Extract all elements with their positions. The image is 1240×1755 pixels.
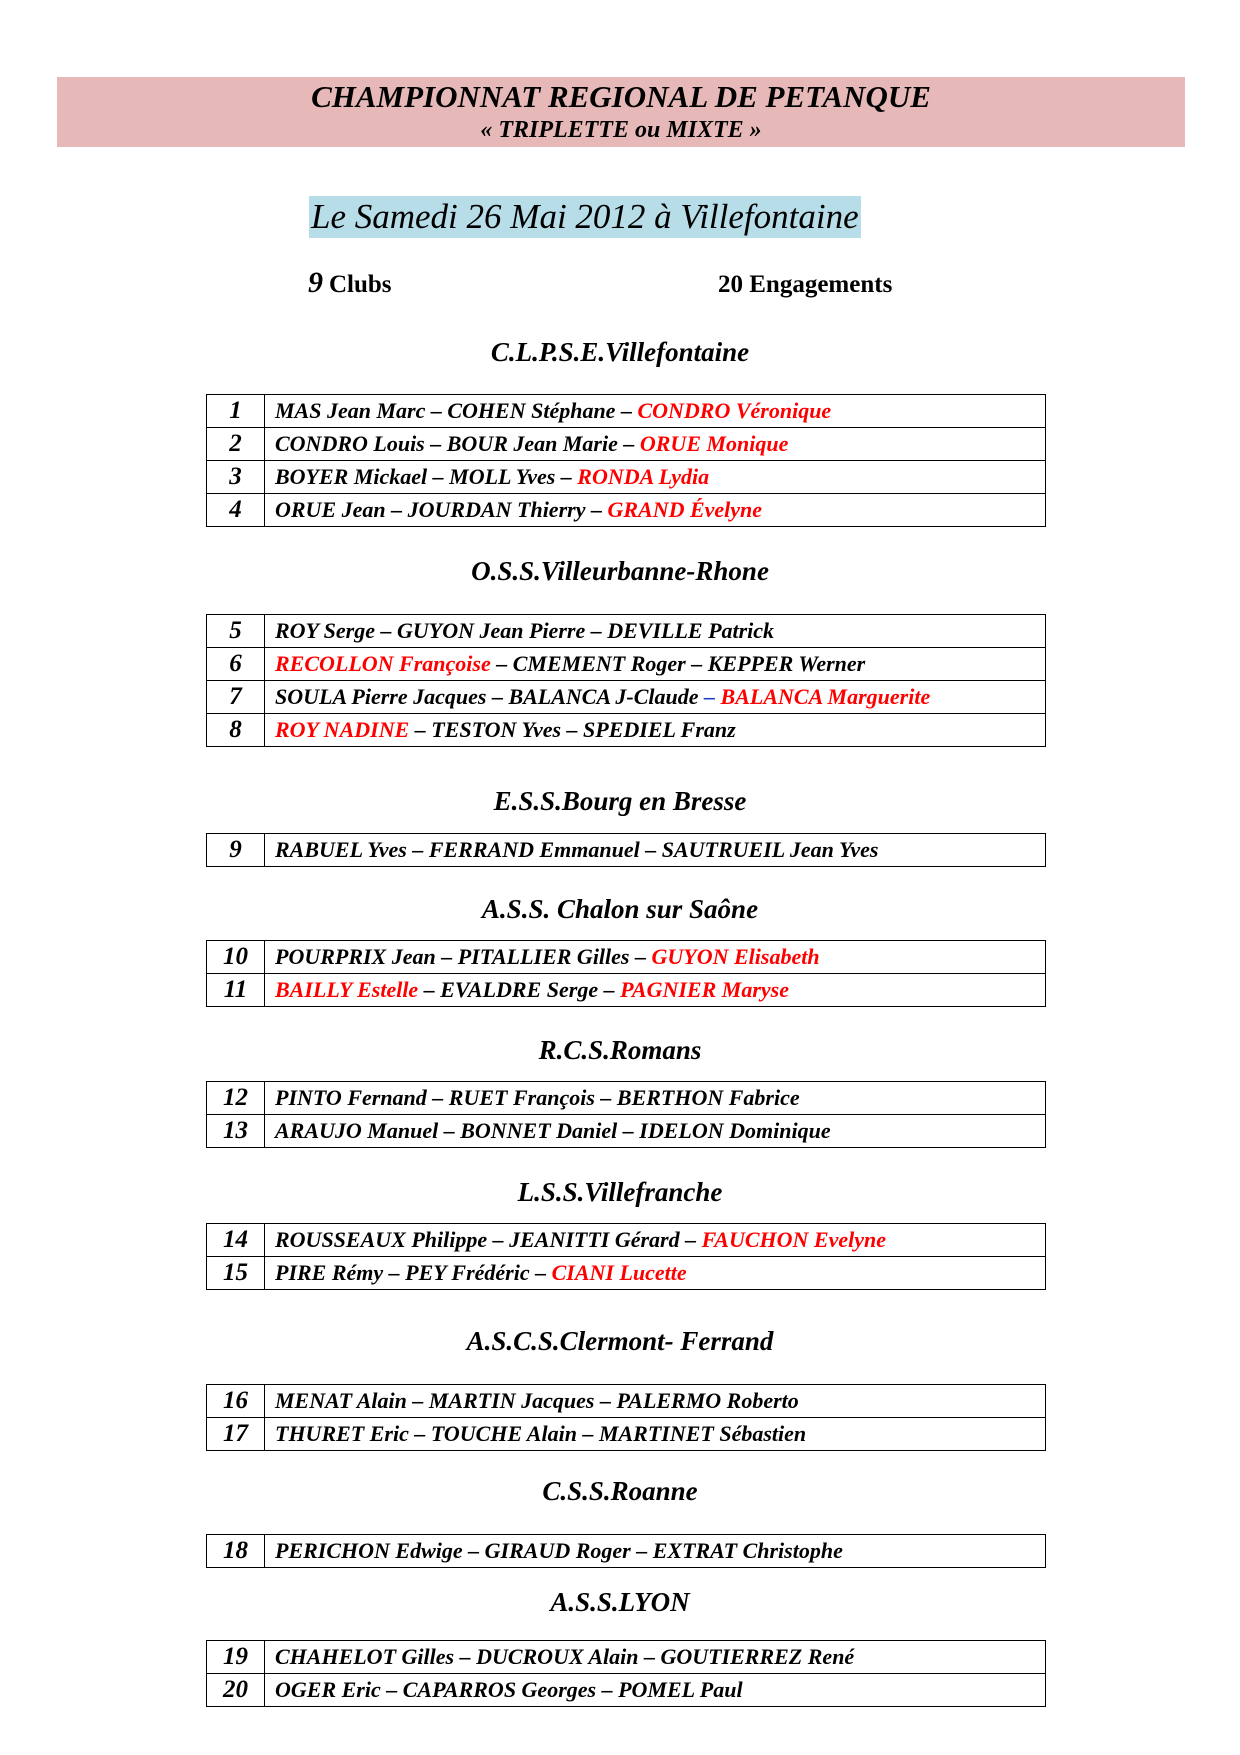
team-number: 7 xyxy=(207,681,265,714)
team-number: 19 xyxy=(207,1641,265,1674)
team-players xyxy=(265,1641,1046,1674)
player-name: ROY Serge xyxy=(275,618,376,643)
player-name: GUYON Elisabeth xyxy=(651,944,820,969)
team-row xyxy=(207,615,1046,648)
player-name: PIRE Rémy xyxy=(275,1260,384,1285)
team-players xyxy=(265,681,1046,714)
separator: – xyxy=(383,1260,406,1285)
separator: – xyxy=(462,1538,485,1563)
team-table xyxy=(206,940,1046,1007)
separator: – xyxy=(438,1118,461,1143)
player-name: FERRAND Emmanuel xyxy=(428,837,640,862)
separator: – xyxy=(555,464,578,489)
player-name: BONNET Daniel xyxy=(460,1118,618,1143)
team-row xyxy=(207,648,1046,681)
document-subtitle: « TRIPLETTE ou MIXTE » xyxy=(480,117,762,143)
separator: – xyxy=(679,1227,702,1252)
team-players xyxy=(265,461,1046,494)
club-title: C.L.P.S.E.Villefontaine xyxy=(490,337,750,367)
team-number: 6 xyxy=(207,648,265,681)
team-row xyxy=(207,1224,1046,1257)
separator: – xyxy=(486,684,509,709)
clubs-count-number: 9 xyxy=(308,266,323,299)
player-name: ORUE Monique xyxy=(639,431,789,456)
team-table xyxy=(206,1223,1046,1290)
player-name: JEANITTI Gérard xyxy=(509,1227,680,1252)
player-name: SAUTRUEIL Jean Yves xyxy=(661,837,879,862)
team-table xyxy=(206,614,1046,747)
separator: – xyxy=(425,398,448,423)
separator: – xyxy=(561,717,584,742)
team-row xyxy=(207,834,1046,867)
team-row xyxy=(207,1535,1046,1568)
team-row xyxy=(207,428,1046,461)
player-name: MARTIN Jacques xyxy=(428,1388,595,1413)
team-row xyxy=(207,714,1046,747)
player-name: BOYER Mickael xyxy=(275,464,428,489)
player-name: PINTO Fernand xyxy=(275,1085,427,1110)
player-name: BALANCA J-Claude xyxy=(508,684,699,709)
team-table xyxy=(206,1640,1046,1707)
team-players xyxy=(265,1674,1046,1707)
player-name: EVALDRE Serge xyxy=(440,977,599,1002)
team-number: 16 xyxy=(207,1385,265,1418)
team-number: 8 xyxy=(207,714,265,747)
team-players xyxy=(265,648,1046,681)
clubs-count xyxy=(308,268,392,300)
team-row xyxy=(207,1257,1046,1290)
team-players xyxy=(265,615,1046,648)
team-number: 17 xyxy=(207,1418,265,1451)
team-number: 3 xyxy=(207,461,265,494)
player-name: PAGNIER Maryse xyxy=(620,977,789,1002)
player-name: KEPPER Werner xyxy=(707,651,866,676)
player-name: GIRAUD Roger xyxy=(484,1538,631,1563)
separator: – xyxy=(487,1227,510,1252)
separator: – xyxy=(375,618,398,643)
team-row xyxy=(207,395,1046,428)
team-row xyxy=(207,494,1046,527)
team-number: 4 xyxy=(207,494,265,527)
club-title: L.S.S.Villefranche xyxy=(517,1177,723,1207)
separator: – xyxy=(585,497,608,522)
separator: – xyxy=(380,1677,403,1702)
player-name: JOURDAN Thierry xyxy=(407,497,586,522)
team-row xyxy=(207,974,1046,1007)
separator: – xyxy=(385,497,408,522)
team-row xyxy=(207,1385,1046,1418)
team-players xyxy=(265,1082,1046,1115)
separator: – xyxy=(454,1644,477,1669)
player-name: RONDA Lydia xyxy=(577,464,710,489)
club-title: R.C.S.Romans xyxy=(538,1035,702,1065)
player-name: PEY Frédéric xyxy=(405,1260,530,1285)
team-row xyxy=(207,1115,1046,1148)
player-name: TESTON Yves xyxy=(431,717,562,742)
team-row xyxy=(207,461,1046,494)
player-name: MAS Jean Marc xyxy=(275,398,426,423)
clubs-count-label: Clubs xyxy=(329,271,392,298)
player-name: BERTHON Fabrice xyxy=(616,1085,800,1110)
team-number: 11 xyxy=(207,974,265,1007)
team-players xyxy=(265,941,1046,974)
team-number: 14 xyxy=(207,1224,265,1257)
player-name: PERICHON Edwige xyxy=(275,1538,463,1563)
team-players xyxy=(265,974,1046,1007)
team-players xyxy=(265,494,1046,527)
team-row xyxy=(207,1418,1046,1451)
team-players xyxy=(265,1418,1046,1451)
club-title: A.S.S. Chalon sur Saône xyxy=(481,894,759,924)
player-name: OGER Eric xyxy=(275,1677,381,1702)
player-name: CONDRO Véronique xyxy=(637,398,832,423)
team-players xyxy=(265,834,1046,867)
team-players xyxy=(265,395,1046,428)
separator: – xyxy=(406,837,429,862)
team-number: 9 xyxy=(207,834,265,867)
player-name: BOUR Jean Marie xyxy=(446,431,618,456)
player-name: DUCROUX Alain xyxy=(476,1644,639,1669)
team-number: 18 xyxy=(207,1535,265,1568)
document-title: CHAMPIONNAT REGIONAL DE PETANQUE xyxy=(311,79,931,114)
team-row xyxy=(207,681,1046,714)
separator: – xyxy=(598,977,621,1002)
player-name: MARTINET Sébastien xyxy=(598,1421,807,1446)
separator: – xyxy=(594,1388,617,1413)
team-table xyxy=(206,394,1046,527)
team-row xyxy=(207,1641,1046,1674)
player-name: POMEL Paul xyxy=(618,1677,743,1702)
separator: – xyxy=(427,464,450,489)
player-name: FAUCHON Evelyne xyxy=(701,1227,886,1252)
separator: – xyxy=(529,1260,552,1285)
team-table xyxy=(206,1534,1046,1568)
separator: – xyxy=(406,1388,429,1413)
player-name: ROUSSEAUX Philippe xyxy=(275,1227,488,1252)
player-name: ARAUJO Manuel xyxy=(275,1118,439,1143)
separator: – xyxy=(617,1118,640,1143)
player-name: IDELON Dominique xyxy=(639,1118,831,1143)
player-name: CMEMENT Roger xyxy=(512,651,686,676)
team-number: 13 xyxy=(207,1115,265,1148)
separator: – xyxy=(424,431,447,456)
player-name: ORUE Jean xyxy=(275,497,386,522)
club-title: C.S.S.Roanne xyxy=(542,1476,698,1506)
separator: – xyxy=(490,651,513,676)
player-name: BAILLY Estelle xyxy=(275,977,419,1002)
team-table xyxy=(206,1081,1046,1148)
team-players xyxy=(265,1535,1046,1568)
player-name: RECOLLON Françoise xyxy=(275,651,491,676)
separator: – xyxy=(630,1538,653,1563)
separator: – xyxy=(629,944,652,969)
player-name: PALERMO Roberto xyxy=(616,1388,799,1413)
player-name: CHAHELOT Gilles xyxy=(275,1644,455,1669)
player-name: MENAT Alain xyxy=(275,1388,407,1413)
team-players xyxy=(265,1115,1046,1148)
engagements-count: 20 Engagements xyxy=(718,271,893,298)
player-name: ROY NADINE xyxy=(275,717,410,742)
team-table xyxy=(206,1384,1046,1451)
team-table xyxy=(206,833,1046,867)
player-name: DEVILLE Patrick xyxy=(607,618,775,643)
player-name: PITALLIER Gilles xyxy=(457,944,630,969)
team-players xyxy=(265,1224,1046,1257)
player-name: SPEDIEL Franz xyxy=(583,717,736,742)
separator: – xyxy=(585,618,608,643)
player-name: RABUEL Yves xyxy=(275,837,407,862)
club-title: E.S.S.Bourg en Bresse xyxy=(493,786,747,816)
team-row xyxy=(207,941,1046,974)
player-name: SOULA Pierre Jacques xyxy=(275,684,487,709)
player-name: RUET François xyxy=(448,1085,595,1110)
player-name: THURET Eric xyxy=(275,1421,409,1446)
team-number: 10 xyxy=(207,941,265,974)
separator: – xyxy=(418,977,441,1002)
team-row xyxy=(207,1674,1046,1707)
player-name: POURPRIX Jean xyxy=(275,944,436,969)
team-players xyxy=(265,1257,1046,1290)
player-name: TOUCHE Alain xyxy=(430,1421,577,1446)
separator: – xyxy=(576,1421,599,1446)
player-name: CONDRO Louis xyxy=(275,431,425,456)
player-name: GUYON Jean Pierre xyxy=(397,618,586,643)
player-name: COHEN Stéphane xyxy=(447,398,616,423)
player-name: GRAND Évelyne xyxy=(607,497,763,522)
separator: – xyxy=(639,837,662,862)
player-name: EXTRAT Christophe xyxy=(652,1538,843,1563)
team-players xyxy=(265,714,1046,747)
club-title: A.S.C.S.Clermont- Ferrand xyxy=(466,1326,774,1356)
team-number: 2 xyxy=(207,428,265,461)
separator: – xyxy=(426,1085,449,1110)
separator: – xyxy=(617,431,640,456)
separator: – xyxy=(409,717,432,742)
team-number: 1 xyxy=(207,395,265,428)
player-name: BALANCA Marguerite xyxy=(720,684,931,709)
separator: – xyxy=(698,684,721,709)
team-number: 5 xyxy=(207,615,265,648)
team-number: 15 xyxy=(207,1257,265,1290)
club-title: O.S.S.Villeurbanne-Rhone xyxy=(471,556,769,586)
team-players xyxy=(265,1385,1046,1418)
separator: – xyxy=(596,1677,619,1702)
player-name: CIANI Lucette xyxy=(551,1260,687,1285)
header-band xyxy=(57,77,1185,147)
separator: – xyxy=(435,944,458,969)
separator: – xyxy=(638,1644,661,1669)
player-name: CAPARROS Georges xyxy=(402,1677,597,1702)
team-number: 12 xyxy=(207,1082,265,1115)
player-name: MOLL Yves xyxy=(449,464,556,489)
event-date-location: Le Samedi 26 Mai 2012 à Villefontaine xyxy=(311,197,859,236)
separator: – xyxy=(594,1085,617,1110)
team-players xyxy=(265,428,1046,461)
separator: – xyxy=(615,398,638,423)
player-name: GOUTIERREZ René xyxy=(660,1644,855,1669)
team-number: 20 xyxy=(207,1674,265,1707)
separator: – xyxy=(685,651,708,676)
separator: – xyxy=(408,1421,431,1446)
team-row xyxy=(207,1082,1046,1115)
club-title: A.S.S.LYON xyxy=(550,1587,690,1617)
